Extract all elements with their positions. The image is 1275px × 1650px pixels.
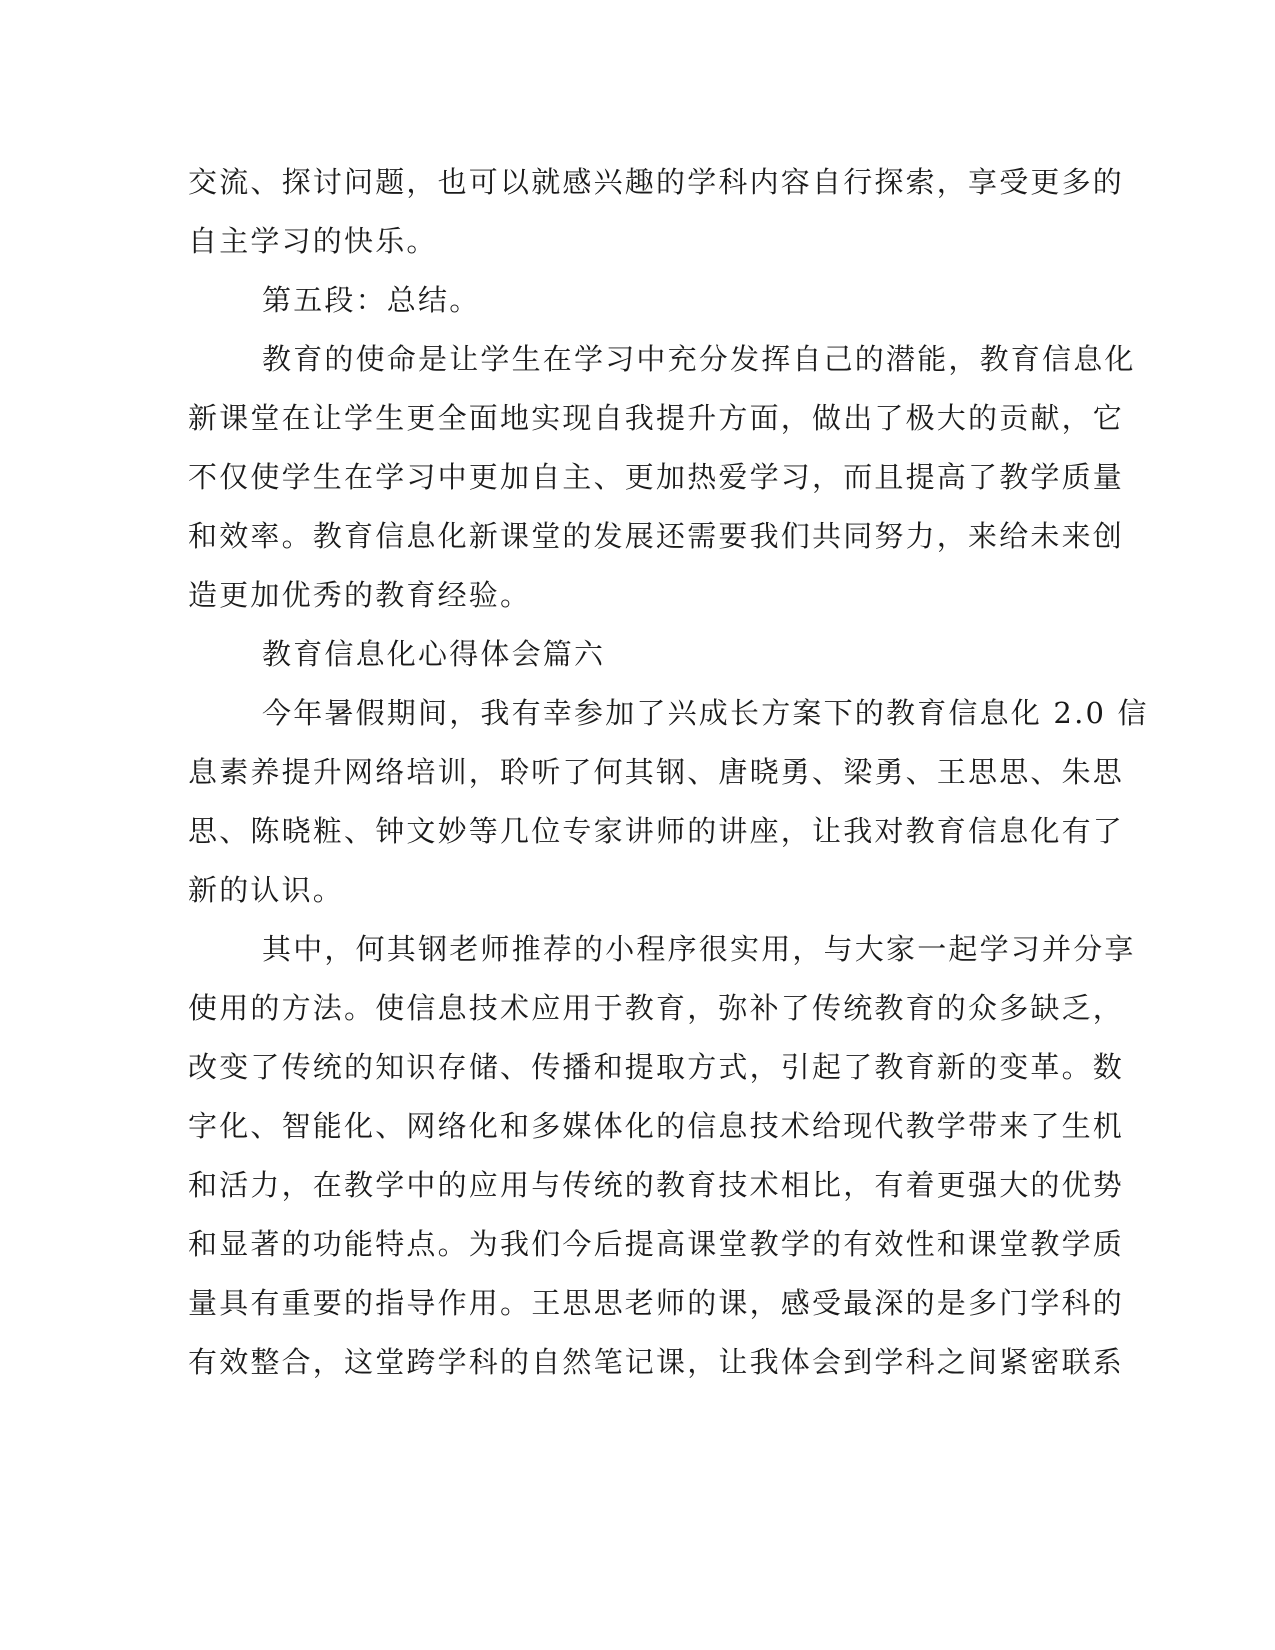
paragraph-start: 今年暑假期间，我有幸参加了兴成长方案下的教育信息化 2.0 信 xyxy=(262,696,1149,730)
text-line: 改变了传统的知识存储、传播和提取方式，引起了教育新的变革。数 xyxy=(188,1050,1125,1084)
text-line: 自主学习的快乐。 xyxy=(188,224,438,258)
text-line: 造更加优秀的教育经验。 xyxy=(188,578,532,612)
text-line: 和显著的功能特点。为我们今后提高课堂教学的有效性和课堂教学质 xyxy=(188,1227,1125,1261)
section-heading: 第五段：总结。 xyxy=(262,283,481,317)
text-line: 量具有重要的指导作用。王思思老师的课，感受最深的是多门学科的 xyxy=(188,1286,1125,1320)
text-line: 交流、探讨问题，也可以就感兴趣的学科内容自行探索，享受更多的 xyxy=(188,165,1125,199)
text-line: 使用的方法。使信息技术应用于教育，弥补了传统教育的众多缺乏， xyxy=(188,991,1125,1025)
text-line: 和效率。教育信息化新课堂的发展还需要我们共同努力，来给未来创 xyxy=(188,519,1125,553)
paragraph-start: 其中，何其钢老师推荐的小程序很实用，与大家一起学习并分享 xyxy=(262,932,1136,966)
text-line: 新的认识。 xyxy=(188,873,345,907)
text-line: 息素养提升网络培训，聆听了何其钢、唐晓勇、梁勇、王思思、朱思 xyxy=(188,755,1125,789)
text-line: 思、陈晓粧、钟文妙等几位专家讲师的讲座，让我对教育信息化有了 xyxy=(188,814,1125,848)
article-title: 教育信息化心得体会篇六 xyxy=(262,637,606,671)
text-line: 新课堂在让学生更全面地实现自我提升方面，做出了极大的贡献，它 xyxy=(188,401,1125,435)
text-line: 有效整合，这堂跨学科的自然笔记课，让我体会到学科之间紧密联系 xyxy=(188,1345,1125,1379)
text-line: 和活力，在教学中的应用与传统的教育技术相比，有着更强大的优势 xyxy=(188,1168,1125,1202)
text-line: 字化、智能化、网络化和多媒体化的信息技术给现代教学带来了生机 xyxy=(188,1109,1125,1143)
text-line: 不仅使学生在学习中更加自主、更加热爱学习，而且提高了教学质量 xyxy=(188,460,1125,494)
paragraph-start: 教育的使命是让学生在学习中充分发挥自己的潜能，教育信息化 xyxy=(262,342,1136,376)
